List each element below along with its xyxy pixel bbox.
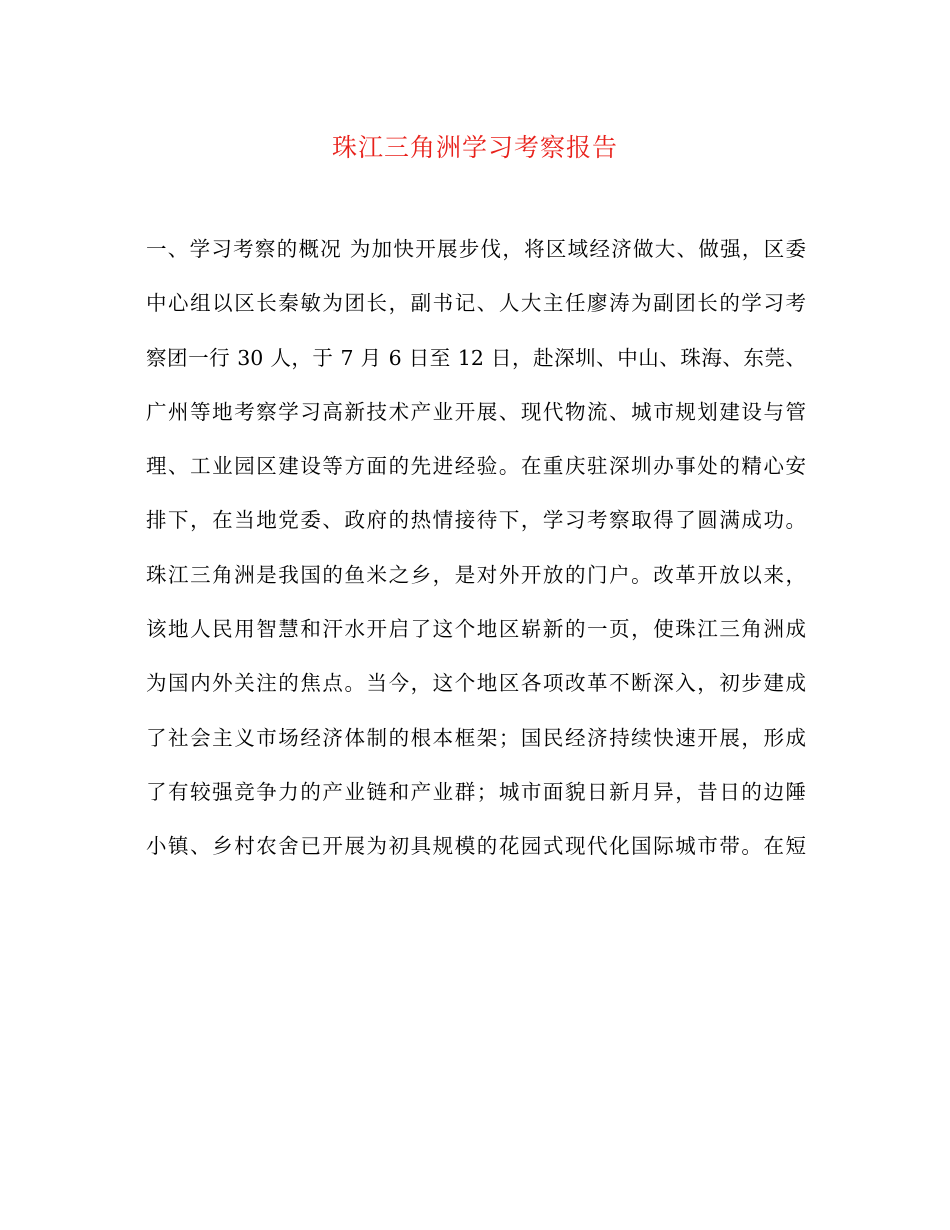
body-line: 广州等地考察学习高新技术产业开展、现代物流、城市规划建设与管 xyxy=(146,399,806,424)
body-line: 察团一行 30 人，于 7 月 6 日至 12 日，赴深圳、中山、珠海、东莞、 xyxy=(146,345,806,370)
body-line: 中心组以区长秦敏为团长，副书记、人大主任廖涛为副团长的学习考 xyxy=(146,291,806,316)
body-line: 排下，在当地党委、政府的热情接待下，学习考察取得了圆满成功。 xyxy=(146,508,806,533)
document-title: 珠江三角洲学习考察报告 xyxy=(331,133,618,162)
body-line: 了社会主义市场经济体制的根本框架；国民经济持续快速开展，形成 xyxy=(146,725,806,750)
body-line: 理、工业园区建设等方面的先进经验。在重庆驻深圳办事处的精心安 xyxy=(146,454,806,479)
body-line: 该地人民用智慧和汗水开启了这个地区崭新的一页，使珠江三角洲成 xyxy=(146,617,806,642)
body-line: 小镇、乡村农舍已开展为初具规模的花园式现代化国际城市带。在短 xyxy=(146,834,806,859)
body-line: 了有较强竞争力的产业链和产业群；城市面貌日新月异，昔日的边陲 xyxy=(146,779,806,804)
body-line: 珠江三角洲是我国的鱼米之乡，是对外开放的门户。改革开放以来， xyxy=(146,562,806,587)
body-line: 一、学习考察的概况 为加快开展步伐，将区域经济做大、做强，区委 xyxy=(146,237,806,261)
body-line: 为国内外关注的焦点。当今，这个地区各项改革不断深入，初步建成 xyxy=(146,671,806,696)
document-body xyxy=(146,222,806,874)
